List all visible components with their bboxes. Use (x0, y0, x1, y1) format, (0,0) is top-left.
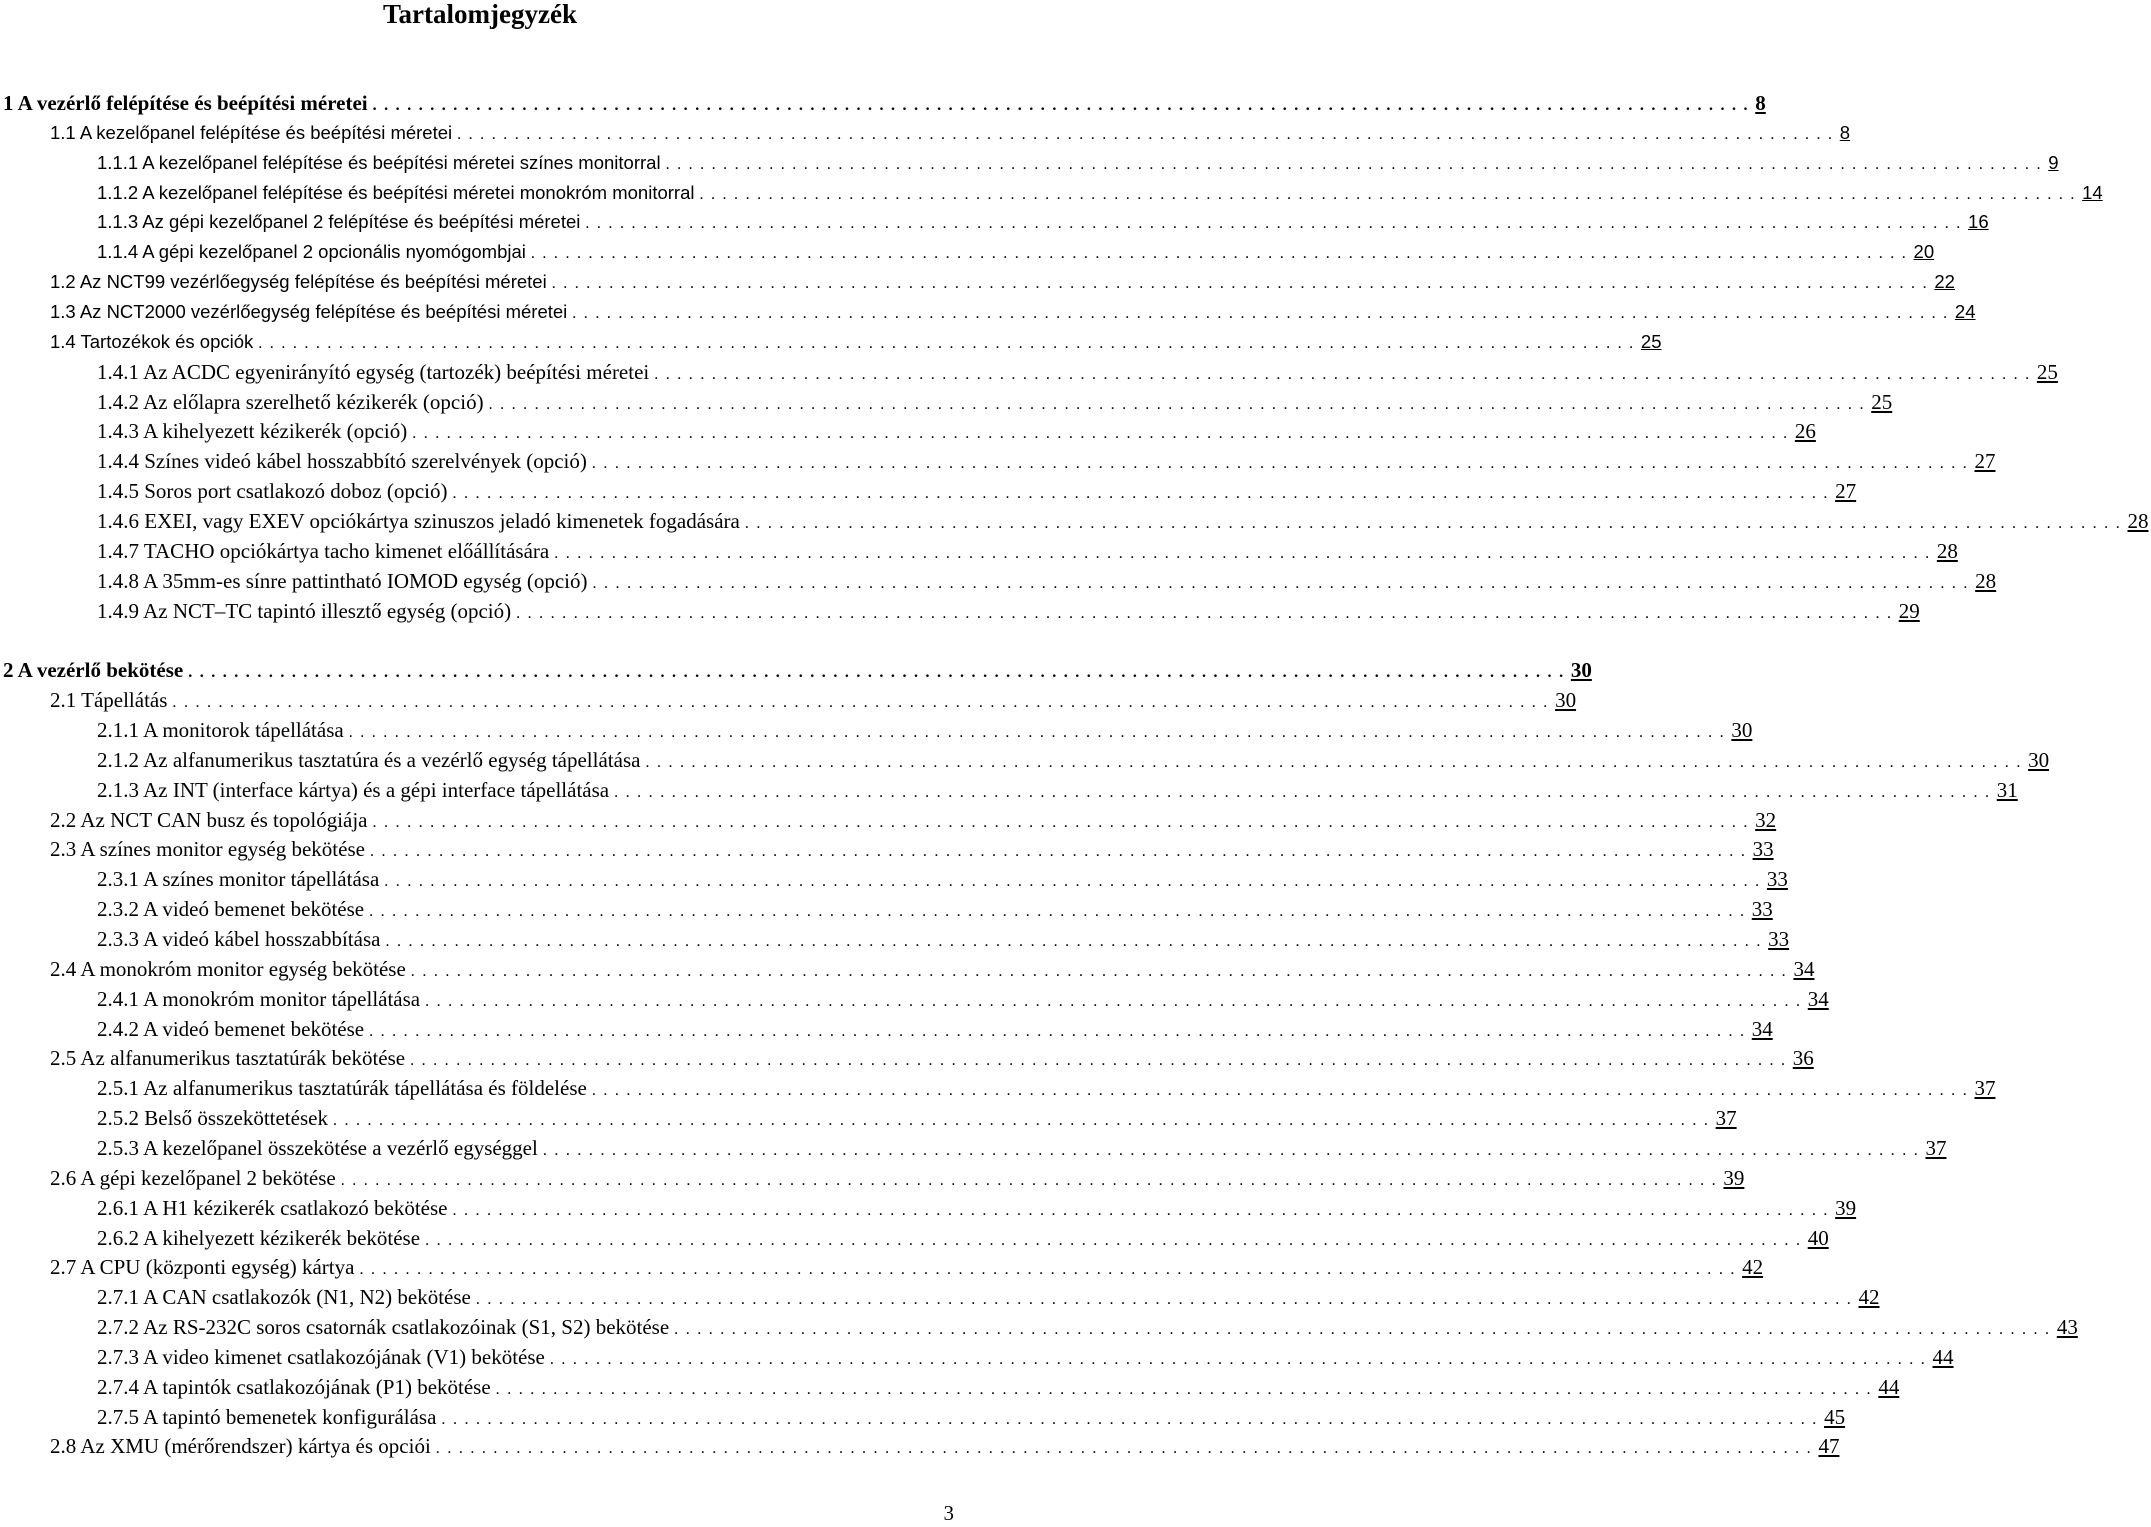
toc-entry[interactable] (0, 655, 1592, 685)
toc-page-link[interactable]: 33 (1751, 897, 1773, 922)
toc-entry[interactable] (0, 775, 2018, 805)
toc-page-link[interactable]: 9 (2048, 151, 2059, 173)
toc-entry[interactable] (0, 357, 2058, 387)
toc-entry-label: 1.4.3 A kihelyezett kézikerék (opció) (97, 419, 408, 444)
toc-entry-label: 2.7.5 A tapintó bemenetek konfigurálása (97, 1404, 437, 1429)
toc-page-link[interactable]: 24 (1954, 300, 1976, 322)
toc-leader-dots: . . . . . . . . . . . . . . . . . . . . . . . . . . . . . . . . . . . . . . . . . . . . . . . . . . . . . . . . . . . . . . . . . . . . . . . . . . . . . . . . . . . . . . . . . . . . . . . . . . . . . . . . . . . . . . . . . . . . . . . . (372, 813, 1750, 831)
toc-leader-dots: . . . . . . . . . . . . . . . . . . . . . . . . . . . . . . . . . . . . . . . . . . . . . . . . . . . . . . . . . . . . . . . . . . . . . . . . . . . . . . . . . . . . . . . . . . . . . . . . . . . . . . . . . . . . . . . . . . . . . . . . (410, 962, 1788, 980)
toc-page-link[interactable]: 36 (1792, 1046, 1814, 1071)
toc-leader-dots: . . . . . . . . . . . . . . . . . . . . . . . . . . . . . . . . . . . . . . . . . . . . . . . . . . . . . . . . . . . . . . . . . . . . . . . . . . . . . . . . . . . . . . . . . . . . . . . . . . . . . . . . . . . . . . . . . . . . . . . . (699, 185, 2077, 203)
toc-page-link[interactable]: 33 (1768, 927, 1790, 951)
toc-entry[interactable] (0, 805, 1777, 835)
toc-page-link[interactable]: 45 (1824, 1404, 1846, 1429)
toc-leader-dots: . . . . . . . . . . . . . . . . . . . . . . . . . . . . . . . . . . . . . . . . . . . . . . . . . . . . . . . . . . . . . . . . . . . . . . . . . . . . . . . . . . . . . . . . . . . . . . . . . . . . . . . . . . . . . . . . . . . . . . . . (516, 604, 1893, 622)
toc-page-link[interactable]: 40 (1807, 1225, 1829, 1250)
toc-page-link[interactable]: 30 (1731, 718, 1753, 742)
toc-entry-label: 2.1.1 A monitorok tápellátása (97, 718, 344, 742)
toc-entry-label: 2.6.1 A H1 kézikerék csatlakozó bekötése (97, 1195, 448, 1220)
toc-entry[interactable] (0, 745, 2050, 775)
toc-leader-dots: . . . . . . . . . . . . . . . . . . . . . . . . . . . . . . . . . . . . . . . . . . . . . . . . . . . . . . . . . . . . . . . . . . . . . . . . . . . . . . . . . . . . . . . . . . . . . . . . . . . . . . . . . . . . . . . . . . . . . . . . (488, 395, 1866, 413)
toc-page-link[interactable]: 30 (1570, 658, 1592, 683)
toc-leader-dots: . . . . . . . . . . . . . . . . . . . . . . . . . . . . . . . . . . . . . . . . . . . . . . . . . . . . . . . . . . . . . . . . . . . . . . . . . . . . . . . . . . . . . . . . . . . . . . . . . . . . . . . . . . . . . . . . . . . . . . . . (572, 304, 1949, 322)
toc-page-link[interactable]: 27 (1835, 479, 1857, 504)
page-title: Tartalomjegyzék (383, 0, 577, 29)
toc-entry[interactable] (0, 148, 2059, 178)
toc-leader-dots: . . . . . . . . . . . . . . . . . . . . . . . . . . . . . . . . . . . . . . . . . . . . . . . . . . . . . . . . . . . . . . . . . . . . . . . . . . . . . . . . . . . . . . . . . . . . . . . . . . . . . . . . . . . . . . . . . . . . . . . . (645, 753, 2023, 771)
toc-entry-label: 1 A vezérlő felépítése és beépítési méretei (3, 91, 368, 115)
toc-page-link[interactable]: 42 (1742, 1255, 1764, 1280)
toc-entry-label: 1.4.6 EXEI, vagy EXEV opciókártya szinuszos jeladó kimenetek fogadására (97, 508, 740, 533)
toc-leader-dots: . . . . . . . . . . . . . . . . . . . . . . . . . . . . . . . . . . . . . . . . . . . . . . . . . . . . . . . . . . . . . . . . . . . . . . . . . . . . . . . . . . . . . . . . . . . . . . . . . . . . . . . . . . . . . . . . . . . . . . . . (592, 574, 1970, 592)
toc-leader-dots: . . . . . . . . . . . . . . . . . . . . . . . . . . . . . . . . . . . . . . . . . . . . . . . . . . . . . . . . . . . . . . . . . . . . . . . . . . . . . . . . . . . . . . . . . . . . . . . . . . . . . . . . . . . . . . . . . . . . . . . . (372, 97, 1750, 114)
toc-entry-label: 2.7.1 A CAN csatlakozók (N1, N2) bekötése (97, 1285, 471, 1310)
toc-page-link[interactable]: 34 (1807, 986, 1829, 1011)
toc-leader-dots: . . . . . . . . . . . . . . . . . . . . . . . . . . . . . . . . . . . . . . . . . . . . . . . . . . . . . . . . . . . . . . . . . . . . . . . . . . . . . . . . . . . . . . . . . . . . . . . . . . . . . . . . . . . . . . . . . . . . . . . . (551, 275, 1929, 293)
toc-entry-label: 1.2 Az NCT99 vezérlőegység felépítése és beépítési méretei (50, 271, 547, 293)
toc-entry-label: 2.7.2 Az RS-232C soros csatornák csatlakozóinak (S1, S2) bekötése (97, 1315, 670, 1339)
toc-entry[interactable] (0, 88, 1766, 118)
toc-leader-dots: . . . . . . . . . . . . . . . . . . . . . . . . . . . . . . . . . . . . . . . . . . . . . . . . . . . . . . . . . . . . . . . . . . . . . . . . . . . . . . . . . . . . . . . . . . . . . . . . . . . . . . . . . . . . . . . . . . . . . . . . (369, 843, 1747, 861)
toc-entry[interactable] (0, 1312, 2078, 1342)
toc-page-link[interactable]: 43 (2056, 1315, 2078, 1339)
page-number: 3 (943, 1501, 954, 1525)
toc-entry-label: 2.7.4 A tapintók csatlakozójának (P1) bekötése (97, 1374, 491, 1399)
toc-entry-label: 1.1.4 A gépi kezelőpanel 2 opcionális nyomógombjai (97, 241, 526, 263)
toc-entry[interactable] (0, 1073, 1996, 1103)
toc-page-link[interactable]: 28 (1936, 538, 1958, 563)
toc-leader-dots: . . . . . . . . . . . . . . . . . . . . . . . . . . . . . . . . . . . . . . . . . . . . . . . . . . . . . . . . . . . . . . . . . . . . . . . . . . . . . . . . . . . . . . . . . . . . . . . . . . . . . . . . . . . . . . . . . . . . . . . . (452, 1201, 1830, 1219)
toc-page-link[interactable]: 8 (1755, 91, 1766, 115)
toc-entry[interactable] (0, 1342, 1954, 1372)
toc-entry[interactable] (0, 924, 1790, 954)
toc-entry[interactable] (0, 864, 1788, 894)
toc-page-link[interactable]: 39 (1835, 1195, 1857, 1220)
toc-page-link[interactable]: 22 (1934, 271, 1955, 293)
toc-entry-label: 2.3.2 A videó bemenet bekötése (97, 897, 365, 922)
toc-entry[interactable] (0, 207, 1989, 237)
toc-entry-label: 1.1 A kezelőpanel felépítése és beépítési méretei (50, 121, 453, 143)
toc-entry[interactable] (0, 387, 1893, 417)
toc-entry-label: 1.3 Az NCT2000 vezérlőegység felépítése és beépítési méretei (50, 300, 568, 322)
toc-page-link[interactable]: 30 (2028, 747, 2050, 772)
toc-entry[interactable] (0, 715, 1753, 745)
toc-entry-label: 2.3.3 A videó kábel hosszabbítása (97, 927, 381, 951)
toc-entry-label: 2.2 Az NCT CAN busz és topológiája (50, 807, 368, 832)
toc-entry[interactable] (0, 596, 1920, 626)
toc-entry-label: 2.4.2 A videó bemenet bekötése (97, 1016, 365, 1041)
toc-leader-dots: . . . . . . . . . . . . . . . . . . . . . . . . . . . . . . . . . . . . . . . . . . . . . . . . . . . . . . . . . . . . . . . . . . . . . . . . . . . . . . . . . . . . . . . . . . . . . . . . . . . . . . . . . . . . . . . . . . . . . . . . (340, 1171, 1718, 1189)
toc-leader-dots: . . . . . . . . . . . . . . . . . . . . . . . . . . . . . . . . . . . . . . . . . . . . . . . . . . . . . . . . . . . . . . . . . . . . . . . . . . . . . . . . . . . . . . . . . . . . . . . . . . . . . . . . . . . . . . . . . . . . . . . . (425, 992, 1802, 1010)
toc-entry[interactable] (0, 297, 1976, 327)
toc-entry[interactable] (0, 267, 1955, 297)
toc-page-link[interactable]: 25 (1640, 330, 1662, 352)
toc-entry-label: 2.7 A CPU (központi egység) kártya (50, 1255, 355, 1280)
toc-page-link[interactable]: 34 (1793, 956, 1815, 981)
toc-leader-dots: . . . . . . . . . . . . . . . . . . . . . . . . . . . . . . . . . . . . . . . . . . . . . . . . . . . . . . . . . . . . . . . . . . . . . . . . . . . . . . . . . . . . . . . . . . . . . . . . . . . . . . . . . . . . . . . . . . . . . . . . (549, 1350, 1927, 1368)
toc-entry-label: 2.5 Az alfanumerikus tasztatúrák bekötése (50, 1046, 406, 1071)
toc-entry[interactable] (0, 1014, 1773, 1044)
toc-entry[interactable] (0, 1193, 1857, 1223)
toc-page-link[interactable]: 33 (1766, 867, 1788, 892)
toc-page-link[interactable]: 39 (1723, 1165, 1745, 1190)
toc-leader-dots: . . . . . . . . . . . . . . . . . . . . . . . . . . . . . . . . . . . . . . . . . . . . . . . . . . . . . . . . . . . . . . . . . . . . . . . . . . . . . . . . . . . . . . . . . . . . . . . . . . . . . . . . . . . . . . . . . . . . . . . . (554, 544, 1931, 562)
toc-leader-dots: . . . . . . . . . . . . . . . . . . . . . . . . . . . . . . . . . . . . . . . . . . . . . . . . . . . . . . . . . . . . . . . . . . . . . . . . . . . . . . . . . . . . . . . . . . . . . . . . . . . . . . . . . . . . . . . . . . . . . . . . (530, 245, 1908, 263)
toc-entry[interactable] (0, 954, 1815, 984)
toc-page-link[interactable]: 37 (1925, 1135, 1947, 1160)
toc-page-link[interactable]: 14 (2082, 181, 2103, 203)
toc-entry-label: 2.6.2 A kihelyezett kézikerék bekötése (97, 1225, 421, 1250)
toc-leader-dots: . . . . . . . . . . . . . . . . . . . . . . . . . . . . . . . . . . . . . . . . . . . . . . . . . . . . . . . . . . . . . . . . . . . . . . . . . . . . . . . . . . . . . . . . . . . . . . . . . . . . . . . . . . . . . . . . . . . . . . . . (614, 783, 1991, 801)
toc-entry-label: 2.5.2 Belső összeköttetések (97, 1106, 328, 1131)
toc-entry[interactable] (0, 1223, 1829, 1253)
toc-entry-label: 1.4.4 Színes videó kábel hosszabbító szerelvények (opció) (97, 449, 587, 474)
toc-entry[interactable] (0, 1372, 1900, 1402)
toc-leader-dots: . . . . . . . . . . . . . . . . . . . . . . . . . . . . . . . . . . . . . . . . . . . . . . . . . . . . . . . . . . . . . . . . . . . . . . . . . . . . . . . . . . . . . . . . . . . . . . . . . . . . . . . . . . . . . . . . . . . . . . . . (591, 1082, 1969, 1100)
toc-leader-dots: . . . . . . . . . . . . . . . . . . . . . . . . . . . . . . . . . . . . . . . . . . . . . . . . . . . . . . . . . . . . . . . . . . . . . . . . . . . . . . . . . . . . . . . . . . . . . . . . . . . . . . . . . . . . . . . . . . . . . . . . (384, 873, 1761, 891)
toc-page-link[interactable]: 30 (1555, 688, 1577, 713)
toc-entry-label: 2.3.1 A színes monitor tápellátása (97, 867, 380, 892)
toc-entry-label: 2.8 Az XMU (mérőrendszer) kártya és opciói (50, 1434, 431, 1459)
toc-leader-dots: . . . . . . . . . . . . . . . . . . . . . . . . . . . . . . . . . . . . . . . . . . . . . . . . . . . . . . . . . . . . . . . . . . . . . . . . . . . . . . . . . . . . . . . . . . . . . . . . . . . . . . . . . . . . . . . . . . . . . . . . (585, 215, 1963, 233)
toc-page-link[interactable]: 47 (1818, 1434, 1840, 1459)
toc-entry-label: 2.4.1 A monokróm monitor tápellátása (97, 986, 421, 1011)
toc-entry-label: 2.3 A színes monitor egység bekötése (50, 837, 365, 862)
toc-leader-dots: . . . . . . . . . . . . . . . . . . . . . . . . . . . . . . . . . . . . . . . . . . . . . . . . . . . . . . . . . . . . . . . . . . . . . . . . . . . . . . . . . . . . . . . . . . . . . . . . . . . . . . . . . . . . . . . . . . . . . . . . (332, 1112, 1710, 1130)
toc-entry[interactable] (0, 1163, 1745, 1193)
toc-leader-dots: . . . . . . . . . . . . . . . . . . . . . . . . . . . . . . . . . . . . . . . . . . . . . . . . . . . . . . . . . . . . . . . . . . . . . . . . . . . . . . . . . . . . . . . . . . . . . . . . . . . . . . . . . . . . . . . . . . . . . . . . (654, 365, 2031, 383)
toc-leader-dots: . . . . . . . . . . . . . . . . . . . . . . . . . . . . . . . . . . . . . . . . . . . . . . . . . . . . . . . . . . . . . . . . . . . . . . . . . . . . . . . . . . . . . . . . . . . . . . . . . . . . . . . . . . . . . . . . . . . . . . . . (441, 1410, 1819, 1428)
toc-leader-dots: . . . . . . . . . . . . . . . . . . . . . . . . . . . . . . . . . . . . . . . . . . . . . . . . . . . . . . . . . . . . . . . . . . . . . . . . . . . . . . . . . . . . . . . . . . . . . . . . . . . . . . . . . . . . . . . . . . . . . . . . (435, 1440, 1813, 1458)
toc-page-link[interactable]: 26 (1794, 419, 1816, 444)
toc-leader-dots: . . . . . . . . . . . . . . . . . . . . . . . . . . . . . . . . . . . . . . . . . . . . . . . . . . . . . . . . . . . . . . . . . . . . . . . . . . . . . . . . . . . . . . . . . . . . . . . . . . . . . . . . . . . . . . . . . . . . . . . . (665, 155, 2043, 173)
toc-entry[interactable] (0, 476, 1857, 506)
toc-entry[interactable] (0, 1043, 1814, 1073)
toc-entry[interactable] (0, 1402, 1846, 1432)
toc-entry[interactable] (0, 1282, 1880, 1312)
toc-page-link[interactable]: 31 (1996, 777, 2018, 802)
toc-page-link[interactable]: 28 (2127, 508, 2149, 533)
toc-leader-dots: . . . . . . . . . . . . . . . . . . . . . . . . . . . . . . . . . . . . . . . . . . . . . . . . . . . . . . . . . . . . . . . . . . . . . . . . . . . . . . . . . . . . . . . . . . . . . . . . . . . . . . . . . . . . . . . . . . . . . . . . (475, 1291, 1853, 1309)
toc-entry-label: 1.4.5 Soros port csatlakozó doboz (opció) (97, 479, 448, 504)
toc-entry[interactable] (0, 566, 1997, 596)
toc-entry-label: 1.1.2 A kezelőpanel felépítése és beépítési méretei monokróm monitorral (97, 181, 695, 203)
toc-entry[interactable] (0, 1133, 1947, 1163)
toc-entry-label: 1.4.2 Az előlapra szerelhető kézikerék (opció) (97, 389, 484, 414)
toc-leader-dots: . . . . . . . . . . . . . . . . . . . . . . . . . . . . . . . . . . . . . . . . . . . . . . . . . . . . . . . . . . . . . . . . . . . . . . . . . . . . . . . . . . . . . . . . . . . . . . . . . . . . . . . . . . . . . . . . . . . . . . . . (452, 485, 1830, 503)
toc-leader-dots: . . . . . . . . . . . . . . . . . . . . . . . . . . . . . . . . . . . . . . . . . . . . . . . . . . . . . . . . . . . . . . . . . . . . . . . . . . . . . . . . . . . . . . . . . . . . . . . . . . . . . . . . . . . . . . . . . . . . . . . . (591, 455, 1969, 473)
toc-entry-label: 1.4.7 TACHO opciókártya tacho kimenet előállítására (97, 538, 550, 563)
toc-entry-label: 2.1 Tápellátás (50, 688, 168, 713)
toc-entry-label: 1.4.9 Az NCT–TC tapintó illesztő egység (opció) (97, 598, 512, 623)
toc-page-link[interactable]: 33 (1752, 837, 1774, 862)
toc-entry[interactable] (0, 178, 2103, 208)
toc-leader-dots: . . . . . . . . . . . . . . . . . . . . . . . . . . . . . . . . . . . . . . . . . . . . . . . . . . . . . . . . . . . . . . . . . . . . . . . . . . . . . . . . . . . . . . . . . . . . . . . . . . . . . . . . . . . . . . . . . . . . . . . . (495, 1380, 1873, 1398)
toc-entry[interactable] (0, 536, 1958, 566)
toc-entry-label: 2 A vezérlő bekötése (3, 658, 184, 683)
toc-leader-dots: . . . . . . . . . . . . . . . . . . . . . . . . . . . . . . . . . . . . . . . . . . . . . . . . . . . . . . . . . . . . . . . . . . . . . . . . . . . . . . . . . . . . . . . . . . . . . . . . . . . . . . . . . . . . . . . . . . . . . . . . (369, 903, 1746, 921)
toc-page-link[interactable]: 27 (1974, 449, 1996, 474)
toc-entry[interactable] (0, 1431, 1840, 1461)
toc-leader-dots: . . . . . . . . . . . . . . . . . . . . . . . . . . . . . . . . . . . . . . . . . . . . . . . . . . . . . . . . . . . . . . . . . . . . . . . . . . . . . . . . . . . . . . . . . . . . . . . . . . . . . . . . . . . . . . . . . . . . . . . . (359, 1261, 1737, 1279)
toc-page-link[interactable]: 42 (1858, 1285, 1880, 1310)
toc-entry[interactable] (0, 506, 2149, 536)
toc-page-link[interactable]: 29 (1898, 598, 1920, 623)
toc-leader-dots: . . . . . . . . . . . . . . . . . . . . . . . . . . . . . . . . . . . . . . . . . . . . . . . . . . . . . . . . . . . . . . . . . . . . . . . . . . . . . . . . . . . . . . . . . . . . . . . . . . . . . . . . . . . . . . . . . . . . . . . . (385, 933, 1763, 950)
toc-page-link[interactable]: 20 (1913, 241, 1935, 263)
toc-entry[interactable] (0, 685, 1577, 715)
toc-entry-label: 1.1.1 A kezelőpanel felépítése és beépítési méretei színes monitorral (97, 151, 661, 173)
toc-entry-label: 2.7.3 A video kimenet csatlakozójának (V1) bekötése (97, 1344, 545, 1369)
toc-leader-dots: . . . . . . . . . . . . . . . . . . . . . . . . . . . . . . . . . . . . . . . . . . . . . . . . . . . . . . . . . . . . . . . . . . . . . . . . . . . . . . . . . . . . . . . . . . . . . . . . . . . . . . . . . . . . . . . . . . . . . . . . (369, 1022, 1746, 1040)
toc-page-link[interactable]: 37 (1715, 1106, 1737, 1131)
toc-leader-dots: . . . . . . . . . . . . . . . . . . . . . . . . . . . . . . . . . . . . . . . . . . . . . . . . . . . . . . . . . . . . . . . . . . . . . . . . . . . . . . . . . . . . . . . . . . . . . . . . . . . . . . . . . . . . . . . . . . . . . . . . (348, 724, 1726, 741)
toc-page-link[interactable]: 8 (1839, 121, 1851, 143)
toc-leader-dots: . . . . . . . . . . . . . . . . . . . . . . . . . . . . . . . . . . . . . . . . . . . . . . . . . . . . . . . . . . . . . . . . . . . . . . . . . . . . . . . . . . . . . . . . . . . . . . . . . . . . . . . . . . . . . . . . . . . . . . . . (412, 425, 1789, 443)
toc-leader-dots: . . . . . . . . . . . . . . . . . . . . . . . . . . . . . . . . . . . . . . . . . . . . . . . . . . . . . . . . . . . . . . . . . . . . . . . . . . . . . . . . . . . . . . . . . . . . . . . . . . . . . . . . . . . . . . . . . . . . . . . . (410, 1052, 1787, 1070)
toc-page-link[interactable]: 34 (1751, 1016, 1773, 1041)
toc-page-link[interactable]: 28 (1975, 568, 1997, 593)
toc-entry[interactable] (0, 894, 1773, 924)
toc-leader-dots: . . . . . . . . . . . . . . . . . . . . . . . . . . . . . . . . . . . . . . . . . . . . . . . . . . . . . . . . . . . . . . . . . . . . . . . . . . . . . . . . . . . . . . . . . . . . . . . . . . . . . . . . . . . . . . . . . . . . . . . . (674, 1321, 2051, 1338)
toc-entry[interactable] (0, 327, 1662, 357)
toc-leader-dots: . . . . . . . . . . . . . . . . . . . . . . . . . . . . . . . . . . . . . . . . . . . . . . . . . . . . . . . . . . . . . . . . . . . . . . . . . . . . . . . . . . . . . . . . . . . . . . . . . . . . . . . . . . . . . . . . . . . . . . . . (172, 694, 1550, 712)
toc-entry-label: 1.4 Tartozékok és opciók (50, 330, 254, 352)
toc-entry-label: 2.6 A gépi kezelőpanel 2 bekötése (50, 1165, 336, 1190)
toc-page-link[interactable]: 25 (2036, 359, 2058, 384)
toc-entry-label: 2.4 A monokróm monitor egység bekötése (50, 956, 406, 981)
toc-entry[interactable] (0, 984, 1829, 1014)
toc-entry-label: 2.1.3 Az INT (interface kártya) és a gépi interface tápellátása (97, 777, 610, 802)
toc-page-link[interactable]: 44 (1878, 1374, 1900, 1399)
toc-leader-dots: . . . . . . . . . . . . . . . . . . . . . . . . . . . . . . . . . . . . . . . . . . . . . . . . . . . . . . . . . . . . . . . . . . . . . . . . . . . . . . . . . . . . . . . . . . . . . . . . . . . . . . . . . . . . . . . . . . . . . . . . (425, 1231, 1802, 1249)
toc-entry[interactable] (0, 237, 1935, 267)
toc-leader-dots: . . . . . . . . . . . . . . . . . . . . . . . . . . . . . . . . . . . . . . . . . . . . . . . . . . . . . . . . . . . . . . . . . . . . . . . . . . . . . . . . . . . . . . . . . . . . . . . . . . . . . . . . . . . . . . . . . . . . . . . . (744, 514, 2122, 532)
toc-leader-dots: . . . . . . . . . . . . . . . . . . . . . . . . . . . . . . . . . . . . . . . . . . . . . . . . . . . . . . . . . . . . . . . . . . . . . . . . . . . . . . . . . . . . . . . . . . . . . . . . . . . . . . . . . . . . . . . . . . . . . . . . (258, 334, 1635, 352)
toc-leader-dots: . . . . . . . . . . . . . . . . . . . . . . . . . . . . . . . . . . . . . . . . . . . . . . . . . . . . . . . . . . . . . . . . . . . . . . . . . . . . . . . . . . . . . . . . . . . . . . . . . . . . . . . . . . . . . . . . . . . . . . . . (542, 1141, 1920, 1159)
toc-entry[interactable] (0, 118, 1851, 148)
toc-page-link[interactable]: 44 (1932, 1344, 1954, 1369)
toc-entry[interactable] (0, 416, 1816, 446)
toc-page-link[interactable]: 25 (1871, 389, 1893, 414)
toc-entry-label: 2.1.2 Az alfanumerikus tasztatúra és a vezérlő egység tápellátása (97, 747, 641, 772)
toc-page-link[interactable]: 37 (1974, 1076, 1996, 1101)
toc-entry[interactable] (0, 834, 1774, 864)
toc-entry[interactable] (0, 1103, 1737, 1133)
toc-entry-label: 1.1.3 Az gépi kezelőpanel 2 felépítése és beépítési méretei (97, 211, 581, 233)
toc-leader-dots: . . . . . . . . . . . . . . . . . . . . . . . . . . . . . . . . . . . . . . . . . . . . . . . . . . . . . . . . . . . . . . . . . . . . . . . . . . . . . . . . . . . . . . . . . . . . . . . . . . . . . . . . . . . . . . . . . . . . . . . . (188, 664, 1565, 682)
toc-leader-dots: . . . . . . . . . . . . . . . . . . . . . . . . . . . . . . . . . . . . . . . . . . . . . . . . . . . . . . . . . . . . . . . . . . . . . . . . . . . . . . . . . . . . . . . . . . . . . . . . . . . . . . . . . . . . . . . . . . . . . . . . (457, 125, 1834, 143)
toc-entry-label: 1.4.8 A 35mm-es sínre pattintható IOMOD egység (opció) (97, 568, 588, 593)
toc-page-link[interactable]: 32 (1755, 807, 1777, 832)
toc-entry-label: 2.5.3 A kezelőpanel összekötése a vezérlő egységgel (97, 1135, 538, 1160)
toc-page-link[interactable]: 16 (1968, 211, 1989, 233)
toc-entry-label: 1.4.1 Az ACDC egyenirányító egység (tartozék) beépítési méretei (97, 359, 650, 384)
toc-entry-label: 2.5.1 Az alfanumerikus tasztatúrák tápellátása és földelése (97, 1076, 587, 1101)
toc-entry[interactable] (0, 446, 1996, 476)
toc-entry[interactable] (0, 1252, 1764, 1282)
